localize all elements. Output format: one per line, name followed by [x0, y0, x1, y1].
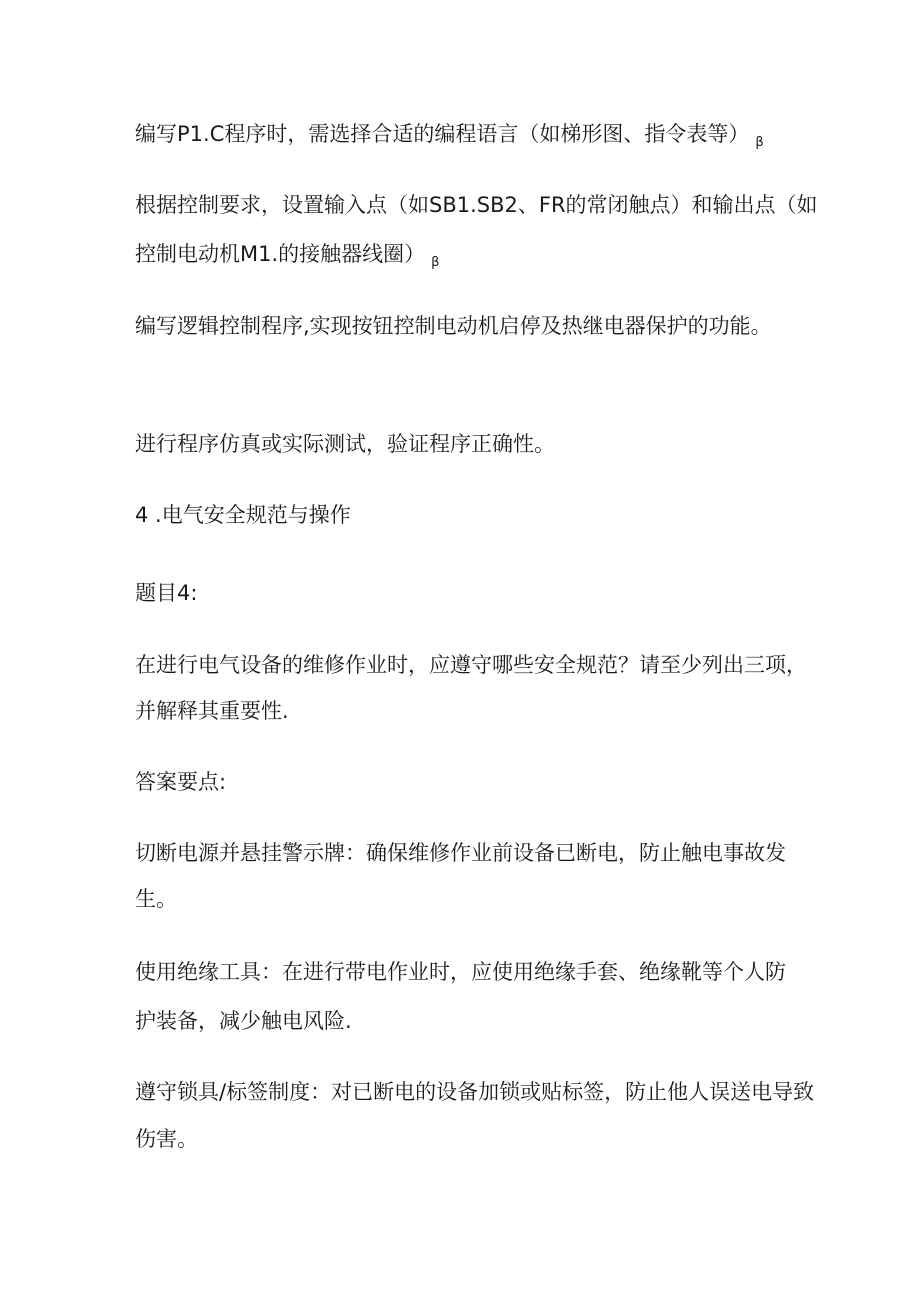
question-label: 题目4:	[135, 581, 198, 605]
text-line	[135, 119, 764, 153]
answer-point-2-line2: 护装备，减少触电风险.	[135, 1009, 352, 1033]
answer-point-1-line1: 切断电源并悬挂警示牌：确保维修作业前设备已断电，防止触电事故发	[135, 841, 786, 865]
answer-point-3-line1: 遵守锁具/标签制度：对已断电的设备加锁或贴标签，防止他人误送电导致	[135, 1080, 815, 1104]
paragraph-plc-language: 编写P1.C程序时，需选择合适的编程语言（如梯形图、指令表等）	[135, 122, 750, 146]
paragraph-logic-program: 编写逻辑控制程序,实现按钮控制电动机启停及热继电器保护的功能。	[135, 314, 772, 338]
text-line	[135, 239, 439, 273]
paragraph-simulation-test: 进行程序仿真或实际测试，验证程序正确性。	[135, 432, 555, 456]
answer-label: 答案要点:	[135, 770, 227, 794]
paragraph-io-points-line1: 根据控制要求，设置输入点（如SB1.SB2、FR的常闭触点）和输出点（如	[135, 193, 818, 217]
beta-mark: β	[431, 255, 440, 270]
answer-point-2-line1: 使用绝缘工具：在进行带电作业时，应使用绝缘手套、绝缘靴等个人防	[135, 960, 786, 984]
question-text-line2: 并解释其重要性.	[135, 699, 289, 723]
question-text-line1: 在进行电气设备的维修作业时，应遵守哪些安全规范？请至少列出三项，	[135, 653, 807, 677]
paragraph-io-points-line2: 控制电动机M1.的接触器线圈）	[135, 242, 426, 266]
answer-point-3-line2: 伤害。	[135, 1127, 198, 1151]
section-heading: 4 .电气安全规范与操作	[135, 503, 351, 527]
answer-point-1-line2: 生。	[135, 887, 177, 911]
beta-mark: β	[755, 135, 764, 150]
